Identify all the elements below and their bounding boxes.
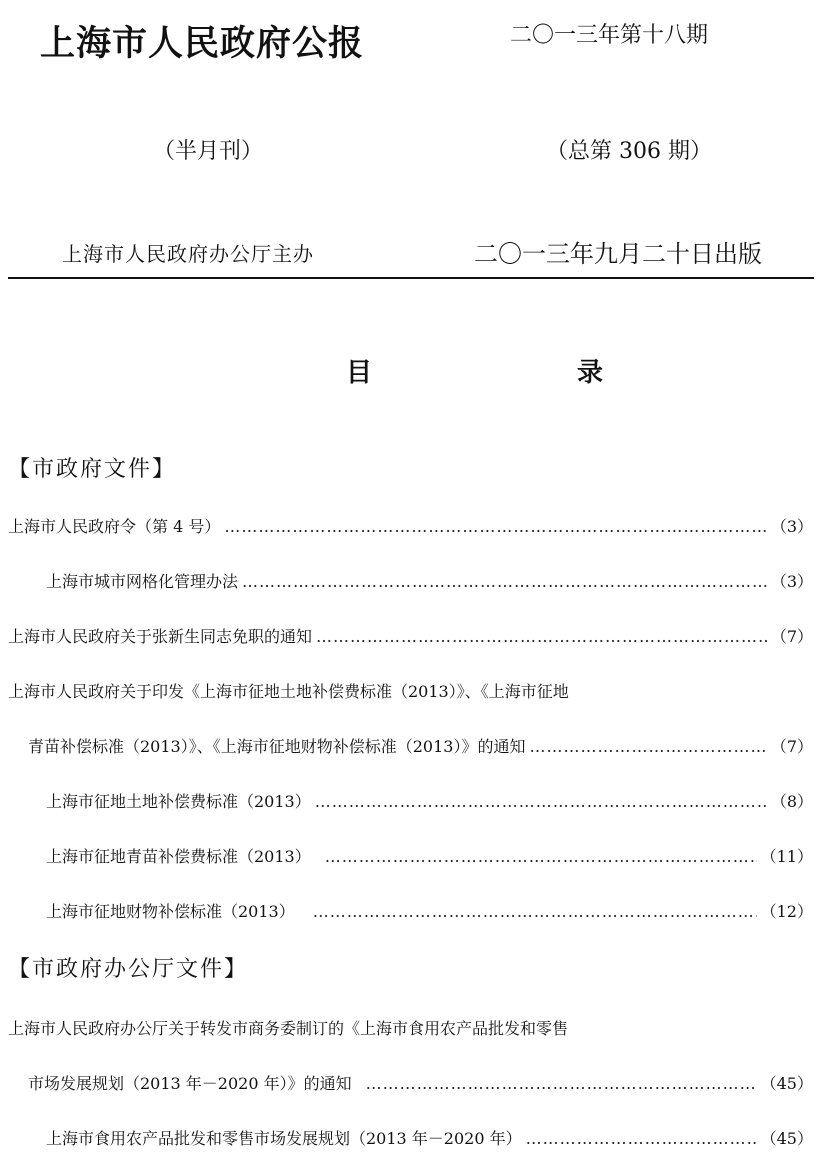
toc-entry-page: （3）: [770, 572, 813, 591]
total-issue-number: （总第 306 期）: [546, 139, 712, 164]
dot-leader: [526, 1129, 757, 1148]
toc-entry-title-line2: 市场发展规划（2013 年－2020 年）》的通知: [28, 1074, 352, 1093]
toc-entry[interactable]: [46, 789, 813, 812]
toc-entry-page: （45）: [760, 1129, 813, 1148]
header-divider: [8, 277, 814, 279]
dot-leader: [242, 572, 767, 591]
toc-entry-title: 上海市食用农产品批发和零售市场发展规划（2013 年－2020 年）: [46, 1129, 522, 1148]
toc-entry-page: （8）: [770, 792, 813, 811]
toc-entry-title: 上海市征地土地补偿费标准（2013）: [46, 792, 311, 811]
toc-entry[interactable]: [8, 514, 813, 537]
issue-number: 二〇一三年第十八期: [510, 23, 709, 48]
publish-date: 二〇一三年九月二十日出版: [474, 240, 762, 268]
dot-leader: [529, 737, 766, 756]
toc-title: 目 录: [346, 358, 670, 388]
toc-entry[interactable]: [28, 1071, 813, 1094]
sponsor-line: 上海市人民政府办公厅主办: [62, 242, 314, 266]
dot-leader: [366, 1074, 757, 1093]
section-heading-general-office: 【市政府办公厅文件】: [8, 957, 249, 982]
toc-entry-title-line1[interactable]: 上海市人民政府办公厅关于转发市商务委制订的《上海市食用农产品批发和零售: [8, 1019, 569, 1038]
toc-entry-title: 上海市征地青苗补偿费标准（2013）: [46, 847, 311, 866]
toc-entry-title-line1[interactable]: 上海市人民政府关于印发《上海市征地土地补偿费标准（2013）》、《上海市征地: [8, 682, 569, 701]
toc-entry-page: （12）: [760, 902, 813, 921]
toc-entry-page: （45）: [760, 1074, 813, 1093]
dot-leader: [325, 847, 757, 866]
toc-entry-title: 上海市城市网格化管理办法: [46, 572, 239, 591]
section-heading-municipal-government: 【市政府文件】: [8, 457, 177, 482]
toc-entry[interactable]: [46, 844, 813, 867]
toc-entry-page: （7）: [770, 627, 813, 646]
dot-leader: [224, 517, 766, 536]
toc-entry[interactable]: [46, 899, 813, 922]
toc-entry-page: （11）: [760, 847, 813, 866]
toc-entry-title: 上海市征地财物补偿标准（2013）: [46, 902, 295, 921]
toc-entry-title-line2: 青苗补偿标准（2013）》、《上海市征地财物补偿标准（2013）》的通知: [28, 737, 526, 756]
toc-entry-title: 上海市人民政府令（第 4 号）: [8, 517, 221, 536]
toc-entry-title: 上海市人民政府关于张新生同志免职的通知: [8, 627, 313, 646]
toc-entry-page: （7）: [770, 737, 813, 756]
gazette-title: 上海市人民政府公报: [40, 23, 365, 64]
toc-entry[interactable]: [46, 569, 813, 592]
toc-entry[interactable]: [46, 1126, 813, 1149]
toc-entry-page: （3）: [770, 517, 813, 536]
publication-frequency: （半月刊）: [153, 139, 264, 164]
toc-entry[interactable]: [8, 624, 813, 647]
dot-leader: [315, 792, 767, 811]
dot-leader: [316, 627, 767, 646]
dot-leader: [313, 902, 757, 921]
toc-entry[interactable]: [28, 734, 813, 757]
